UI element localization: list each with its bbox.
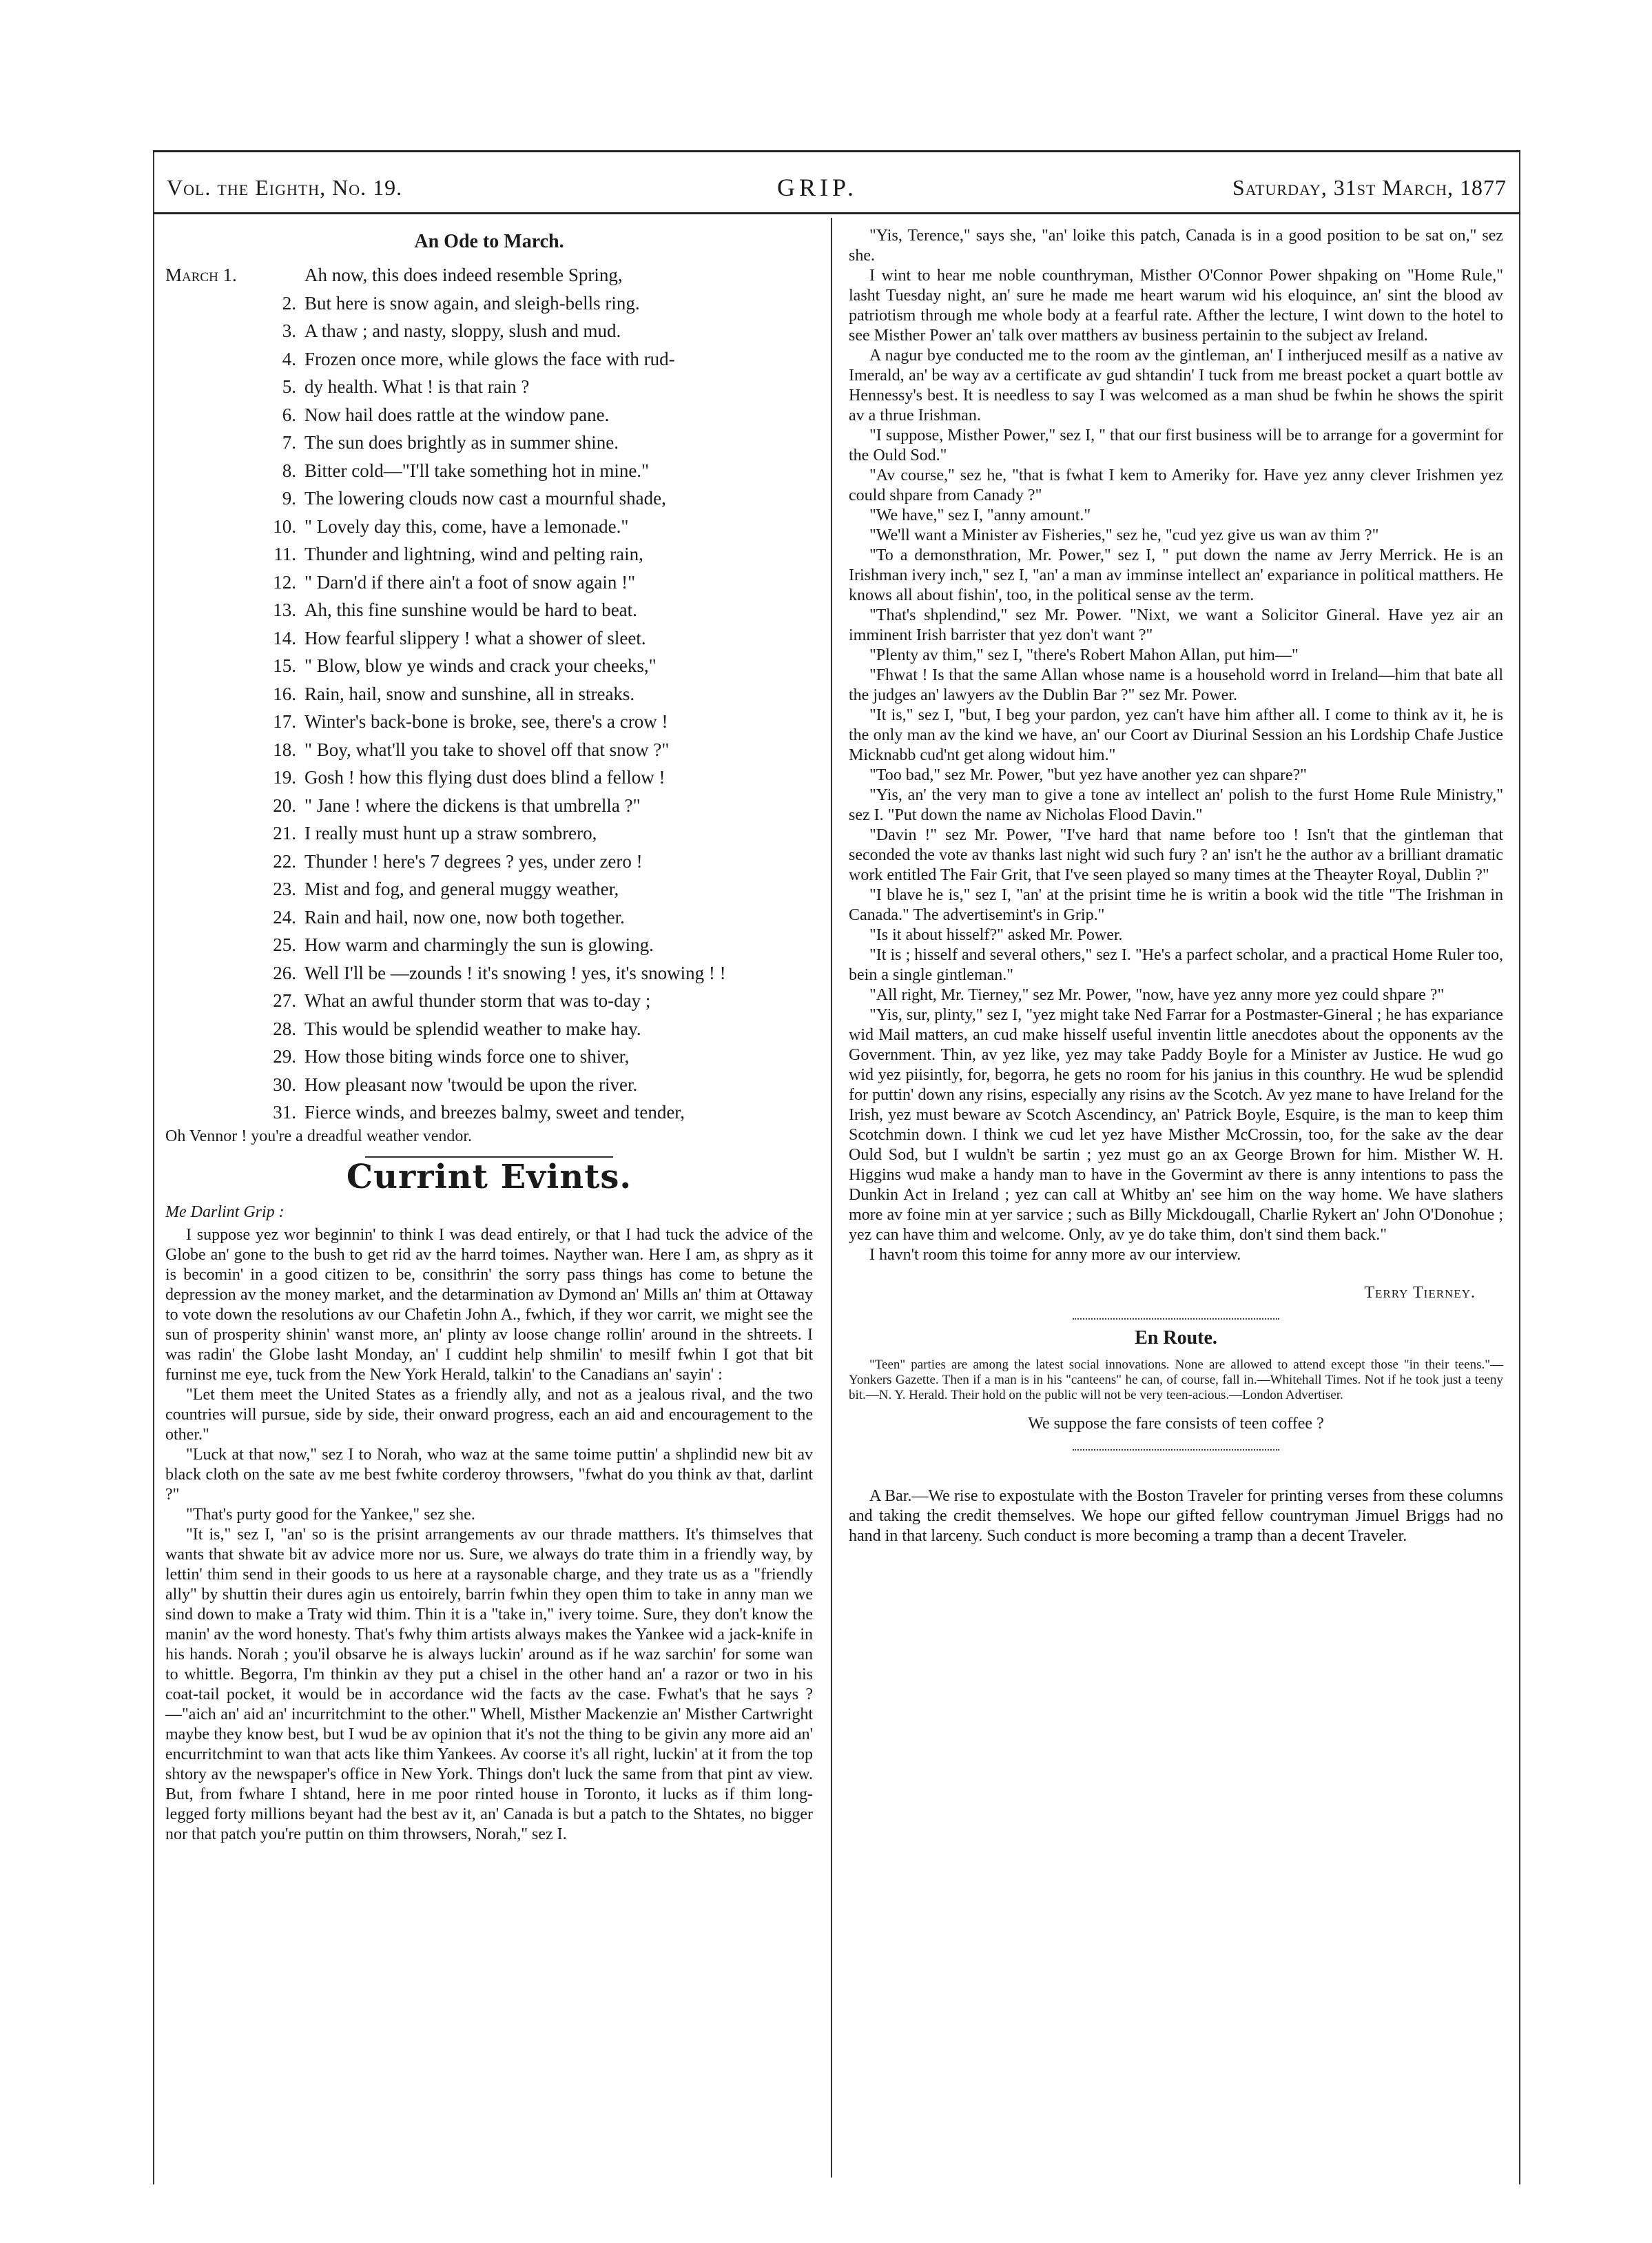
currint-right-paragraph: "Fhwat ! Is that the same Allan whose name is a household worrd in Ireland—him that bate all the judges an' lawyers av the Dublin Bar ?" sez Mr. Power.	[849, 666, 1503, 704]
ode-line-text: " Darn'd if there ain't a foot of snow again !"	[304, 571, 636, 593]
currint-right-paragraph: "I blave he is," sez I, "an' at the prisint time he is writin a book wid the title "The Irishman in Canada." The advertisemint's in Grip."	[849, 886, 1503, 924]
ode-line-number: 25.	[273, 934, 296, 955]
ode-line-text: dy health. What ! is that rain ?	[304, 376, 530, 397]
ode-line-number: 22.	[273, 850, 296, 872]
page-border-right	[1519, 150, 1520, 2184]
dotted-divider-2	[1073, 1449, 1279, 1451]
ode-line-number: 26.	[273, 962, 296, 983]
ode-line-number: 23.	[273, 879, 296, 899]
a-bar-paragraph: A Bar.—We rise to expostulate with the Boston Traveler for printing verses from these columns and taking the credit themselves. We hope our gifted fellow countryman Jimuel Briggs had no hand in that larceny. Such conduct is more becoming a tramp than a decent Traveler.	[849, 1487, 1503, 1545]
currint-left-body	[165, 1225, 813, 1845]
ode-line	[165, 513, 813, 541]
left-column	[165, 226, 813, 1845]
currint-left-paragraph: "Luck at that now," sez I to Norah, who waz at the same toime puttin' a shplindid new bit av black cloth on the sate av me best fwhite corderoy throwsers, "fwhat do you think av that, darlint ?"	[165, 1445, 813, 1504]
currint-right-paragraph: "We'll want a Minister av Fisheries," sez he, "cud yez give us wan av thim ?"	[869, 526, 1379, 544]
currint-right-paragraph: "Yis, sur, plinty," sez I, "yez might take Ned Farrar for a Postmaster-Gineral ; he has expariance wid Mail matters, an cud make hisself useful inventin little anecdotes about the opponents av the Government. Thin, av yez like, yez may take Paddy Boyle for a Minister av Justice. He wud go wid yez piisintly, for, begorra, he gets no room for his janius in this counthry. He wud be splendid for puttin' down any risins, especially any risins av the Scotch. Av yez mane to have Ireland for the Irish, yez must beware av Scotch Ascendincy, an' Patrick Boyle, Esquire, is the man to keep thim Scotchmin down. I think we cud let yez have Misther McCrossin, too, for the sake av the dear Ould Sod, but I wuldn't be sartin ; yez must go an ax George Brown for him. Misther W. H. Higgins wud make a handy man to have in the Govermint av there is anny intentions to pass the Dunkin Act in Ireland ; yez can call at Whitby an' see him on the way home. We have slathers more av foine min at yer sarvice ; such as Billy Mickdougall, Charlie Rykert an' John O'Donohue ; yez can have thim and welcome. Only, av ye do take thim, don't sind them back."	[849, 1006, 1503, 1244]
currint-right-paragraph: "That's shplendind," sez Mr. Power. "Nixt, we want a Solicitor Gineral. Have yez air an imminent Irish barrister that yez don't want ?"	[849, 606, 1503, 644]
ode-line	[165, 792, 813, 820]
ode-line-number: 20.	[273, 795, 296, 816]
ode-line	[165, 987, 813, 1015]
ode-line-text: How those biting winds force one to shiver,	[304, 1046, 630, 1067]
ode-line	[165, 764, 813, 792]
ode-line	[165, 484, 813, 513]
currint-right-paragraph: "It is ; hisself and several others," sez I. "He's a parfect scholar, and a practical Home Ruler too, bein a single gintleman."	[849, 946, 1503, 984]
ode-line-number: 5.	[282, 376, 296, 397]
ode-line-text: Thunder ! here's 7 degrees ? yes, under zero !	[304, 850, 643, 872]
ode-line-text: " Blow, blow ye winds and crack your cheeks,"	[304, 655, 657, 676]
top-rule	[153, 150, 1520, 152]
currint-right-paragraph: "Yis, Terence," says she, "an' loike this patch, Canada is in a good position to be sat on," sez she.	[849, 227, 1503, 265]
currint-left-paragraph: "Let them meet the United States as a friendly ally, and not as a jealous rival, and the two countries will pursue, side by side, their onward progress, each an aid and encouragement to the other."	[165, 1385, 813, 1444]
ode-line-text: The lowering clouds now cast a mournful shade,	[304, 488, 666, 509]
dotted-divider	[1073, 1318, 1279, 1320]
ode-line-number: 19.	[273, 767, 296, 788]
currint-right-paragraph: I wint to hear me noble counthryman, Misther O'Connor Power shpaking on "Home Rule," lasht Tuesday night, an' sure he made me heart warum wid his eloquince, an' sint the blood av patriotism through me whole body at a fearful rate. Afther the lecture, I wint down to the hotel to see Misther Power an' talk over matthers av business pertainin to the subject av Ireland.	[849, 267, 1503, 345]
issue-date: Saturday, 31st March, 1877	[1232, 174, 1507, 200]
header-rule	[153, 212, 1520, 214]
ode-line-number: 24.	[273, 906, 296, 928]
ode-line	[165, 1015, 813, 1043]
ode-line-text: Now hail does rattle at the window pane.	[304, 404, 610, 425]
ode-line-number: 29.	[273, 1046, 296, 1067]
ode-line	[165, 373, 813, 401]
ode-line	[165, 736, 813, 764]
salutation: Me Darlint Grip :	[165, 1202, 285, 1221]
ode-line	[165, 345, 813, 373]
ode-line	[165, 261, 813, 289]
ode-line-number: 8.	[282, 460, 296, 481]
ode-line-number: 14.	[273, 627, 296, 648]
ode-line-number: 4.	[282, 348, 296, 369]
ode-line-number: 13.	[273, 600, 296, 620]
en-route-quote: "Teen" parties are among the latest social innovations. None are allowed to attend except those "in their teens."—Yonkers Gazette. Then if a man is in his "canteens" he can, of course, fall in.—Whitehall Times. Not if he took just a teeny bit.—N. Y. Herald. Their hold on the public will not be very teen-acious.—London Advertiser.	[849, 1358, 1503, 1402]
ode-line	[165, 680, 813, 708]
masthead: GRIP.	[777, 174, 858, 201]
ode-line-text: I really must hunt up a straw sombrero,	[304, 823, 597, 843]
ode-line-text: Ah, this fine sunshine would be hard to beat.	[304, 600, 637, 620]
ode-line-text: Bitter cold—"I'll take something hot in mine."	[304, 460, 650, 481]
ode-line-text: Rain and hail, now one, now both together.	[304, 906, 625, 928]
ode-line	[165, 401, 813, 429]
ode-line-number: 15.	[273, 655, 296, 676]
currint-left-paragraph: "That's purty good for the Yankee," sez she.	[186, 1505, 475, 1524]
ode-last-line: Oh Vennor ! you're a dreadful weather vendor.	[165, 1127, 473, 1145]
ode-line-number: 12.	[273, 571, 296, 593]
column-divider	[831, 218, 832, 2178]
ode-line	[165, 540, 813, 569]
newspaper-page	[153, 138, 1520, 2184]
ode-line-text: " Jane ! where the dickens is that umbrella ?"	[304, 795, 641, 816]
ode-line-text: How warm and charmingly the sun is glowing.	[304, 934, 654, 955]
ode-line	[165, 596, 813, 624]
page-header	[167, 167, 1507, 208]
ode-line-number: 9.	[282, 488, 296, 509]
currint-right-paragraph: "It is," sez I, "but, I beg your pardon, yez can't have him afther all. I come to think av it, he is the only man av the kind we have, an' our Coort av Diurinal Session an his Lordship Chafe Justice Micknabb cud'nt get along widout him."	[849, 706, 1503, 764]
ode-line-text: Mist and fog, and general muggy weather,	[304, 879, 619, 899]
currint-left-paragraph: I suppose yez wor beginnin' to think I was dead entirely, or that I had tuck the advice of the Globe an' gone to the bush to get rid av the harrd toimes. Nayther wan. Here I am, as shpry as it is becomin' in a good citizen to be, consithrin' the sorry pass things has come to betune the depression av the money market, and the detarmination av Dymond an' Mills an' thim at Ottaway to vote down the resolutions av our Chafetin John A., fwhich, if they wor carrit, we might see the sun of prosperity shinin' wanst more, an' plinty av loose change rollin' around in the shtreets. I was radin' the Globe lasht Monday, an' I cuddint help shmilin' to mesilf fwhin I got that bit furninst me eye, tuck from the New York Herald, talkin' to the Canadians an' sayin' :	[165, 1225, 813, 1384]
ode-line-number: March 1.	[165, 265, 237, 285]
ode-line-text: A thaw ; and nasty, sloppy, slush and mud.	[304, 320, 621, 341]
ode-line-text: How pleasant now 'twould be upon the river.	[304, 1074, 638, 1095]
ode-line	[165, 457, 813, 485]
volume-number: Vol. the Eighth, No. 19.	[167, 174, 403, 200]
ode-line-text: This would be splendid weather to make hay.	[304, 1018, 641, 1039]
ode-line-text: Gosh ! how this flying dust does blind a fellow !	[304, 767, 665, 788]
currint-right-paragraph: "Yis, an' the very man to give a tone av intellect an' polish to the furst Home Rule Ministry," sez I. "Put down the name av Nicholas Flood Davin."	[849, 786, 1503, 824]
ode-line-number: 30.	[273, 1074, 296, 1095]
ode-line-text: Ah now, this does indeed resemble Spring,	[304, 265, 623, 285]
en-route-title: En Route.	[1135, 1327, 1217, 1349]
ode-line-text: Rain, hail, snow and sunshine, all in streaks.	[304, 683, 635, 704]
currint-right-paragraph: "To a demonsthration, Mr. Power," sez I, " put down the name av Jerry Merrick. He is an Irishman ivery inch," sez I, "an' a man av imminse intellect an' expariance in political matthers. He knows all about fishin', too, in the political sense av the term.	[849, 546, 1503, 604]
ode-line-number: 27.	[273, 990, 296, 1011]
right-column	[849, 226, 1503, 1546]
ode-line	[165, 429, 813, 457]
ode-line	[165, 1098, 813, 1127]
ode-line	[165, 569, 813, 597]
ode-line-text: Winter's back-bone is broke, see, there's a crow !	[304, 711, 668, 732]
ode-line-number: 11.	[273, 544, 296, 564]
ode-line-number: 21.	[273, 823, 296, 843]
ode-line	[165, 959, 813, 987]
ode-line-text: What an awful thunder storm that was to-day ;	[304, 990, 651, 1011]
ode-line-text: Thunder and lightning, wind and pelting rain,	[304, 544, 643, 564]
ode-line	[165, 875, 813, 903]
ode-line	[165, 317, 813, 345]
en-route-comment: We suppose the fare consists of teen coffee ?	[1028, 1415, 1324, 1433]
currint-right-paragraph: "Plenty av thim," sez I, "there's Robert Mahon Allan, put him—"	[869, 646, 1299, 664]
page-border-left	[153, 150, 154, 2184]
currint-right-paragraph: "Is it about hisself?" asked Mr. Power.	[869, 926, 1123, 944]
ode-line-text: But here is snow again, and sleigh-bells ring.	[304, 292, 640, 314]
currint-left-paragraph: "It is," sez I, "an' so is the prisint arrangements av our thrade matthers. It's thimselves that wants that shwate bit av advice more nor us. Sure, we always do trate thim in a friendly way, by lettin' thim send in their goods to us here at a raysonable charge, and they trate us as a "friendly ally" by shuttin their dures agin us entoirely, barrin fwhin they open thim to take in anny man we sind down to make a Traty wid thim. Thin it is a "take in," ivery toime. Sure, they don't know the manin' av the word honesty. That's fwhy thim artists always makes the Yankee wid a jack-knife in his hands. Norah ; you'il obsarve he is always luckin' around as if he waz sarchin' for some wan to whittle. Begorra, I'm thinkin av they put a chisel in the other hand an' a razor or two in his coat-tail pocket, it would be in accordance wid the facts av the case. Fwhat's that he says ?—"aich an' aid an' incurritchmint to the other." Whell, Misther Mackenzie an' Misther Cartwright maybe they know best, but I wud be av opinion that it's not the thing to be givin any more aid an' encurritchmint to wan that acts like thim Yankees. Av coorse it's all right, luckin' at it from the top shtory av the newspaper's office in New York. Things don't luck the same from that pint av view. But, from fwhare I shtand, here in me poor rinted house in Toronto, it lucks as if thim long-legged forty millions beyant had the best av it, an' Canada is but a patch to the Shtates, no bigger nor that patch you're puttin on thim throwsers, Norah," sez I.	[165, 1525, 813, 1843]
ode-line	[165, 931, 813, 959]
currint-right-paragraph: "Davin !" sez Mr. Power, "I've hard that name before too ! Isn't that the gintleman that seconded the vote av thanks last night wid such fury ? an' isn't he the author av a brilliant dramatic work entitled The Fair Grit, that I've seen played so many times at the Theayter Royal, Dublin ?"	[849, 826, 1503, 884]
ode-line-text: Fierce winds, and breezes balmy, sweet and tender,	[304, 1102, 685, 1123]
ode-line-text: " Lovely day this, come, have a lemonade."	[304, 515, 629, 537]
ode-line-number: 7.	[282, 432, 296, 453]
ode-line-number: 18.	[273, 739, 296, 760]
ode-line	[165, 1043, 813, 1071]
currint-right-body	[849, 226, 1503, 1265]
currint-right-paragraph: "Too bad," sez Mr. Power, "but yez have another yez can shpare?"	[869, 766, 1307, 784]
signature: Terry Tierney.	[1364, 1284, 1476, 1302]
ode-line	[165, 1071, 813, 1099]
ode-title: An Ode to March.	[414, 231, 564, 252]
ode-line-number: 6.	[282, 404, 296, 425]
ode-line	[165, 708, 813, 736]
ode-line-text: How fearful slippery ! what a shower of sleet.	[304, 627, 646, 648]
currint-right-paragraph: "I suppose, Misther Power," sez I, " that our first business will be to arrange for a govermint for the Ould Sod."	[849, 427, 1503, 464]
currint-right-paragraph: "Av course," sez he, "that is fwhat I kem to Ameriky for. Have yez anny clever Irishmen yez could shpare from Canady ?"	[849, 467, 1503, 504]
ode-line	[165, 848, 813, 876]
ode-line	[165, 624, 813, 653]
ode-line	[165, 819, 813, 848]
currint-right-paragraph: "We have," sez I, "anny amount."	[869, 506, 1091, 524]
currint-right-paragraph: A nagur bye conducted me to the room av the gintleman, an' I intherjuced mesilf as a native av Imerald, an' be way av a certificate av gud shtandin' I tuck from me breast pocket a quart bottle av Hennessy's best. It is needless to say I was welcomed as a man shud be fwhin he shows the spirit av a thrue Irishman.	[849, 347, 1503, 424]
ode-line-text: " Boy, what'll you take to shovel off that snow ?"	[304, 739, 670, 760]
ode-line	[165, 652, 813, 680]
ode-line-number: 17.	[273, 711, 296, 732]
ode-verse-list	[165, 261, 813, 1127]
currint-right-paragraph: "All right, Mr. Tierney," sez Mr. Power, "now, have yez anny more yez could shpare ?"	[869, 986, 1445, 1004]
currint-right-paragraph: I havn't room this toime for anny more av our interview.	[869, 1246, 1241, 1264]
ode-line-text: Frozen once more, while glows the face with rud-	[304, 348, 675, 369]
ode-line-text: Well I'll be —zounds ! it's snowing ! yes, it's snowing ! !	[304, 962, 726, 983]
ode-line-number: 31.	[273, 1102, 296, 1123]
ode-line-text: The sun does brightly as in summer shine.	[304, 432, 619, 453]
ode-line-number: 10.	[273, 515, 296, 537]
ode-line-number: 2.	[282, 292, 296, 314]
ode-line	[165, 289, 813, 318]
ode-line	[165, 903, 813, 932]
ode-line-number: 16.	[273, 683, 296, 704]
ode-line-number: 28.	[273, 1018, 296, 1039]
currint-evints-title: Currint Evints.	[346, 1157, 632, 1196]
ode-line-number: 3.	[282, 320, 296, 341]
